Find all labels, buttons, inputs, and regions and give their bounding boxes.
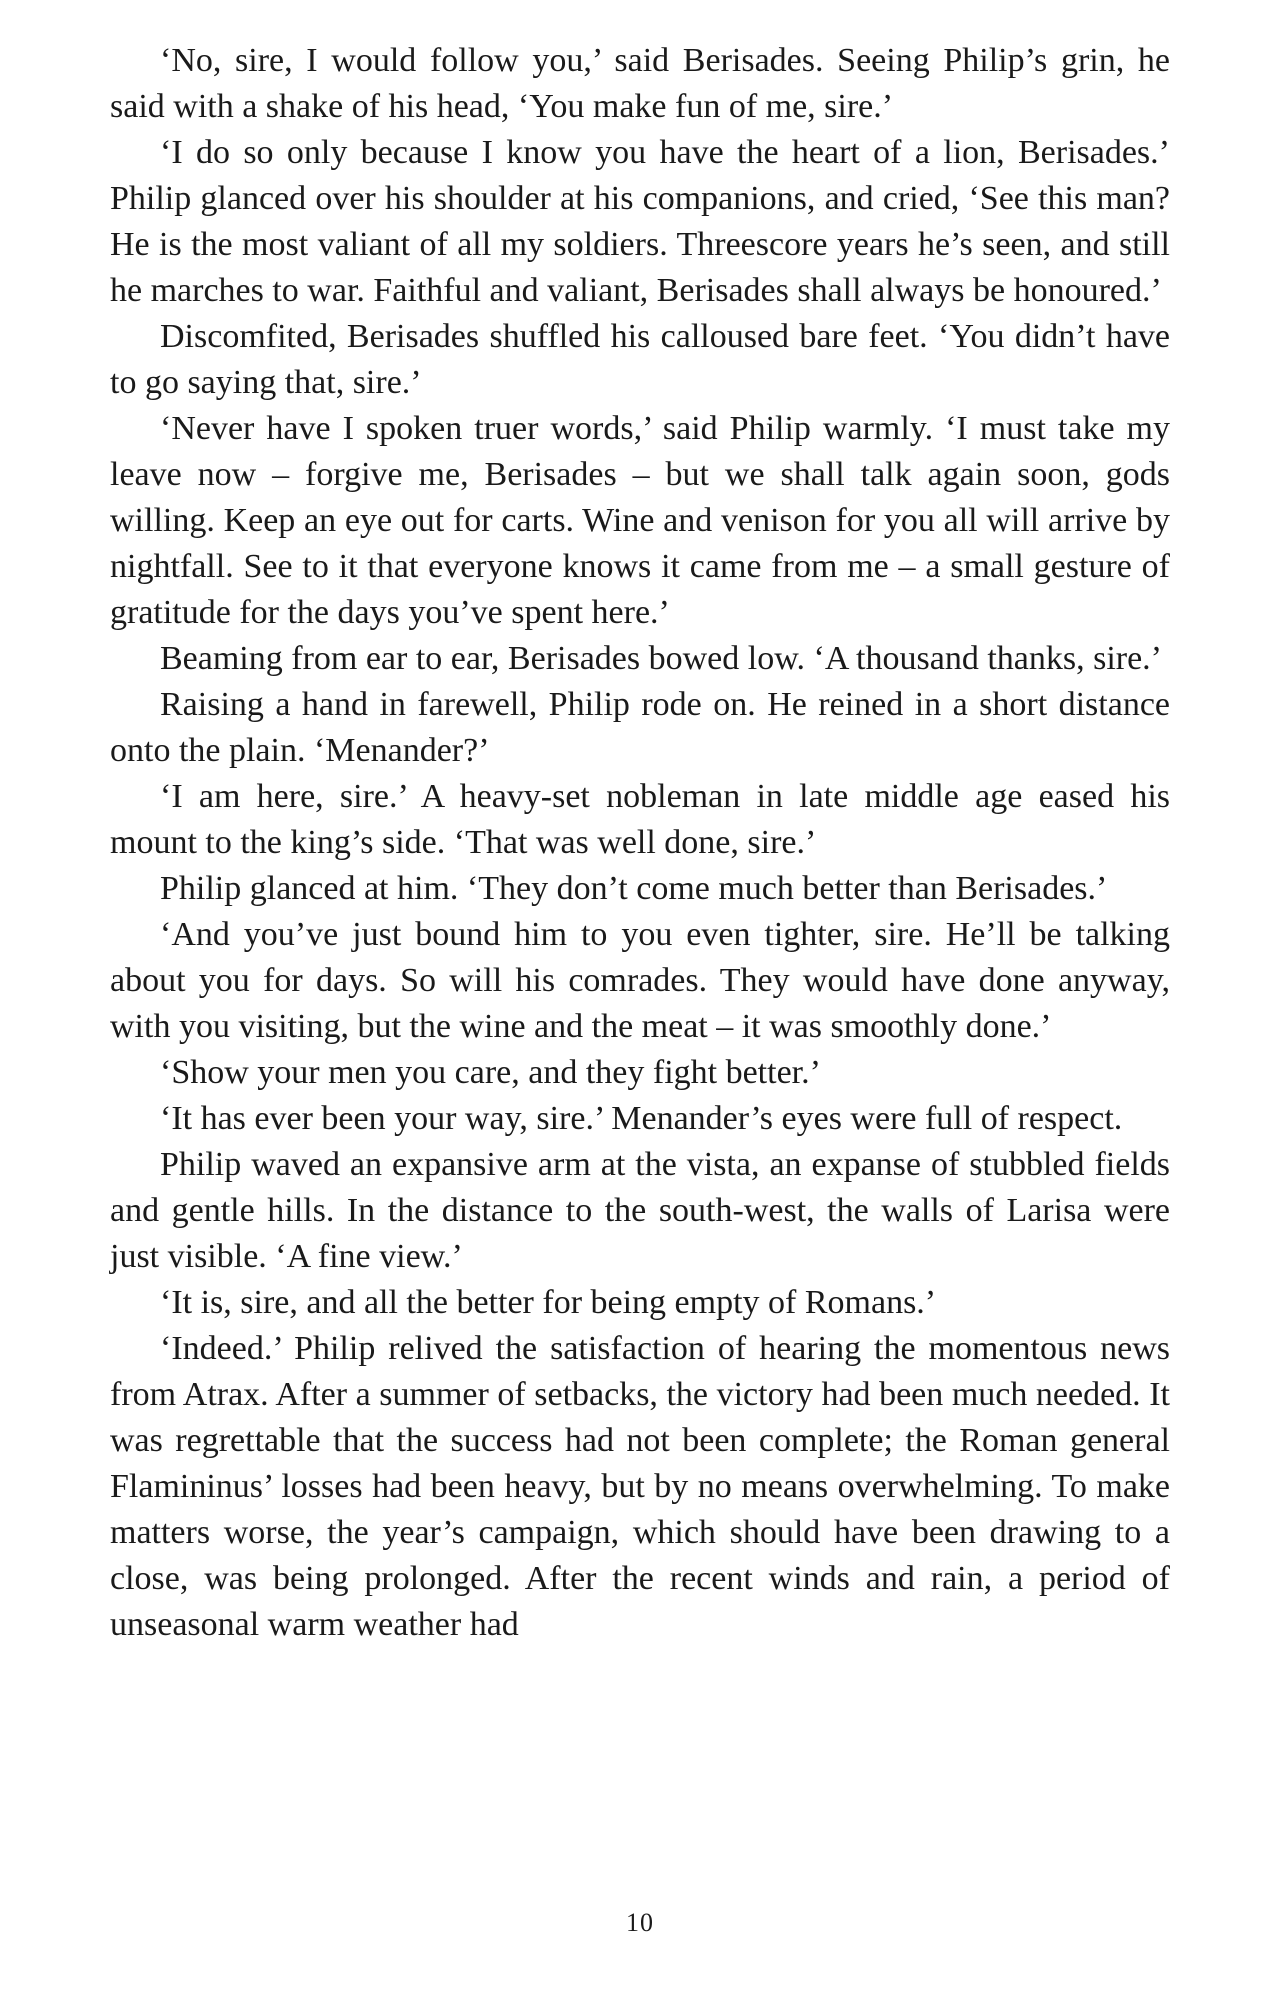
paragraph: ‘Never have I spoken truer words,’ said Philip warmly. ‘I must take my leave now – forgive me, Berisades – but we shall talk again soon, gods willing. Keep an eye out for carts. Wine and venison for you all will arrive by nightfall. See to it that everyone knows it came from me – a small gesture of gratitude for the days you’ve spent here.’ <box>110 410 1170 631</box>
paragraph: ‘I do so only because I know you have the heart of a lion, Berisades.’ Philip glanced over his shoulder at his companions, and cried, ‘See this man? He is the most valiant of all my soldiers. Threescore years he’s seen, and still he marches to war. Faithful and valiant, Berisades shall always be honoured.’ <box>110 134 1170 309</box>
body-text <box>110 38 1170 1648</box>
paragraph: Raising a hand in farewell, Philip rode on. He reined in a short distance onto the plain. ‘Menander?’ <box>110 686 1170 769</box>
paragraph: Beaming from ear to ear, Berisades bowed low. ‘A thousand thanks, sire.’ <box>160 640 1163 677</box>
paragraph: ‘I am here, sire.’ A heavy-set nobleman in late middle age eased his mount to the king’s side. ‘That was well done, sire.’ <box>110 778 1170 861</box>
paragraph: ‘And you’ve just bound him to you even tighter, sire. He’ll be talking about you for days. So will his comrades. They would have done anyway, with you visiting, but the wine and the meat – it was smoothly done.’ <box>110 916 1170 1045</box>
page-number: 10 <box>626 1908 654 1937</box>
paragraph: ‘It is, sire, and all the better for being empty of Romans.’ <box>160 1284 937 1321</box>
paragraph: ‘No, sire, I would follow you,’ said Berisades. Seeing Philip’s grin, he said with a shake of his head, ‘You make fun of me, sire.’ <box>110 42 1170 125</box>
paragraph: ‘Indeed.’ Philip relived the satisfaction of hearing the momentous news from Atrax. After a summer of setbacks, the victory had been much needed. It was regrettable that the success had not been complete; the Roman general Flamininus’ losses had been heavy, but by no means overwhelming. To make matters worse, the year’s campaign, which should have been drawing to a close, was being prolonged. After the recent winds and rain, a period of unseasonal warm weather had <box>110 1330 1170 1643</box>
paragraph: Philip waved an expansive arm at the vista, an expanse of stubbled fields and gentle hills. In the distance to the south-west, the walls of Larisa were just visible. ‘A fine view.’ <box>110 1146 1170 1275</box>
paragraph: ‘Show your men you care, and they fight better.’ <box>160 1054 821 1091</box>
paragraph: Discomfited, Berisades shuffled his calloused bare feet. ‘You didn’t have to go saying that, sire.’ <box>110 318 1170 401</box>
paragraph: ‘It has ever been your way, sire.’ Menander’s eyes were full of respect. <box>160 1100 1123 1137</box>
paragraph: Philip glanced at him. ‘They don’t come much better than Berisades.’ <box>160 870 1108 907</box>
